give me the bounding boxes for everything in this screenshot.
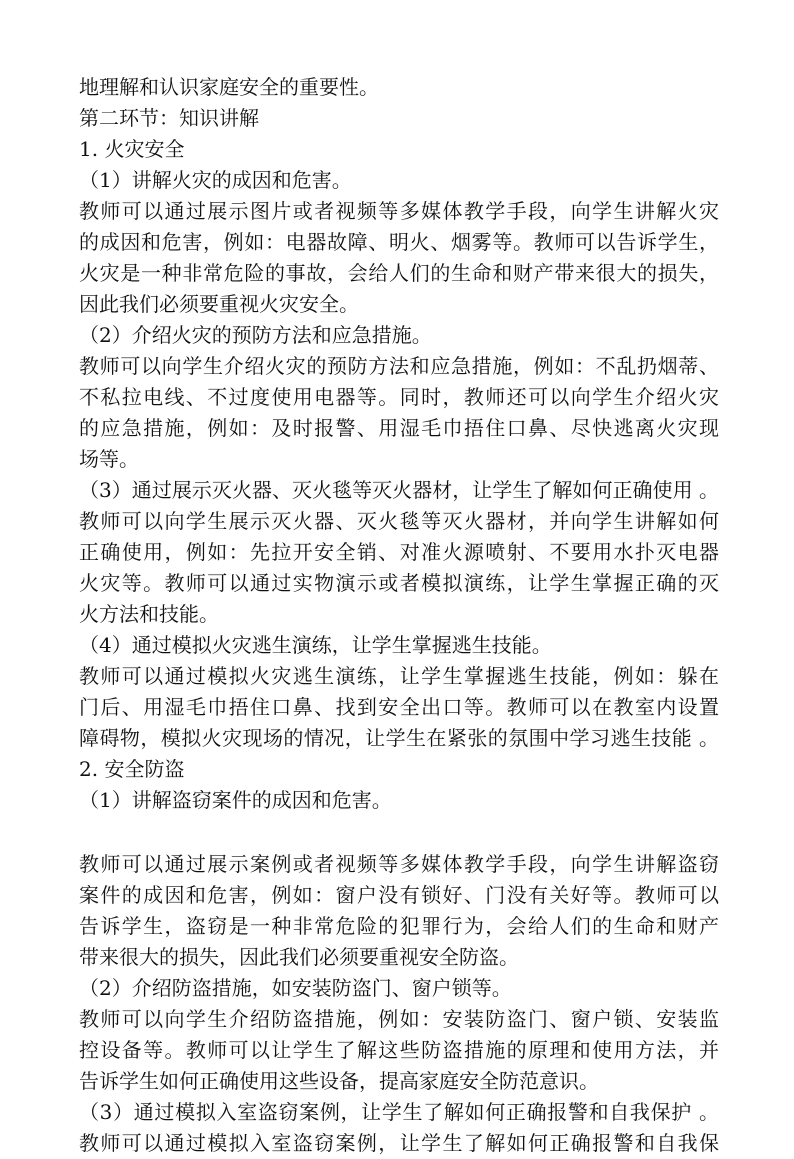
section-heading: 第二环节：知识讲解 [79,106,259,130]
text-line: 的成因和危害，例如：电器故障、明火、烟雾等。教师可以告诉学生， [79,230,719,254]
item-heading: （3）通过展示灭火器、灭火毯等灭火器材，让学生了解如何正确使用 。 [79,478,719,502]
text-line: 正确使用，例如：先拉开安全销、对准火源喷射、不要用水扑灭电器 [79,540,719,564]
text-line: 教师可以向学生介绍火灾的预防方法和应急措施，例如：不乱扔烟蒂、 [79,354,719,378]
item-heading: （2）介绍防盗措施，如安装防盗门、窗户锁等。 [79,976,512,1000]
text-line: 教师可以通过模拟火灾逃生演练，让学生掌握逃生技能，例如：躲在 [79,664,719,688]
text-line: 教师可以通过展示图片或者视频等多媒体教学手段，向学生讲解火灾 [79,199,719,223]
text-line: 教师可以通过模拟入室盗窃案例，让学生了解如何正确报警和自我保 [79,1131,719,1155]
text-line: 火方法和技能。 [79,602,219,626]
text-line: 教师可以通过展示案例或者视频等多媒体教学手段，向学生讲解盗窃 [79,852,719,876]
text-line: 的应急措施，例如：及时报警、用湿毛巾捂住口鼻、尽快逃离火灾现 [79,416,719,440]
text-line: 因此我们必须要重视火灾安全。 [79,292,359,316]
paragraph-gap [79,816,719,849]
text-line: 带来很大的损失，因此我们必须要重视安全防盗。 [79,945,519,969]
item-heading: （1）讲解火灾的成因和危害。 [79,168,352,192]
item-heading: （3）通过模拟入室盗窃案例，让学生了解如何正确报警和自我保护 。 [79,1100,719,1124]
text-line: 障碍物，模拟火灾现场的情况，让学生在紧张的氛围中学习逃生技能 。 [79,726,719,750]
text-line: 教师可以向学生介绍防盗措施，例如：安装防盗门、窗户锁、安装监 [79,1007,719,1031]
text-line: 门后、用湿毛巾捂住口鼻、找到安全出口等。教师可以在教室内设置 [79,695,719,719]
text-line: 不私拉电线、不过度使用电器等。同时，教师还可以向学生介绍火灾 [79,385,719,409]
item-heading: （2）介绍火灾的预防方法和应急措施。 [79,323,432,347]
item-heading: （1）讲解盗窃案件的成因和危害。 [79,788,392,812]
text-line: 告诉学生，盗窃是一种非常危险的犯罪行为，会给人们的生命和财产 [79,914,719,938]
document-body [79,72,719,1159]
subsection-heading: 1. 火灾安全 [79,137,185,161]
text-line: 场等。 [79,447,139,471]
text-line: 控设备等。教师可以让学生了解这些防盗措施的原理和使用方法，并 [79,1038,719,1062]
text-line: 地理解和认识家庭安全的重要性。 [79,75,379,99]
text-line: 火灾等。教师可以通过实物演示或者模拟演练，让学生掌握正确的灭 [79,571,719,595]
text-line: 教师可以向学生展示灭火器、灭火毯等灭火器材，并向学生讲解如何 [79,509,719,533]
text-line: 火灾是一种非常危险的事故，会给人们的生命和财产带来很大的损失， [79,261,719,285]
text-line: 告诉学生如何正确使用这些设备，提高家庭安全防范意识。 [79,1069,599,1093]
subsection-heading: 2. 安全防盗 [79,757,185,781]
item-heading: （4）通过模拟火灾逃生演练，让学生掌握逃生技能。 [79,633,552,657]
text-line: 案件的成因和危害，例如：窗户没有锁好、门没有关好等。教师可以 [79,883,719,907]
